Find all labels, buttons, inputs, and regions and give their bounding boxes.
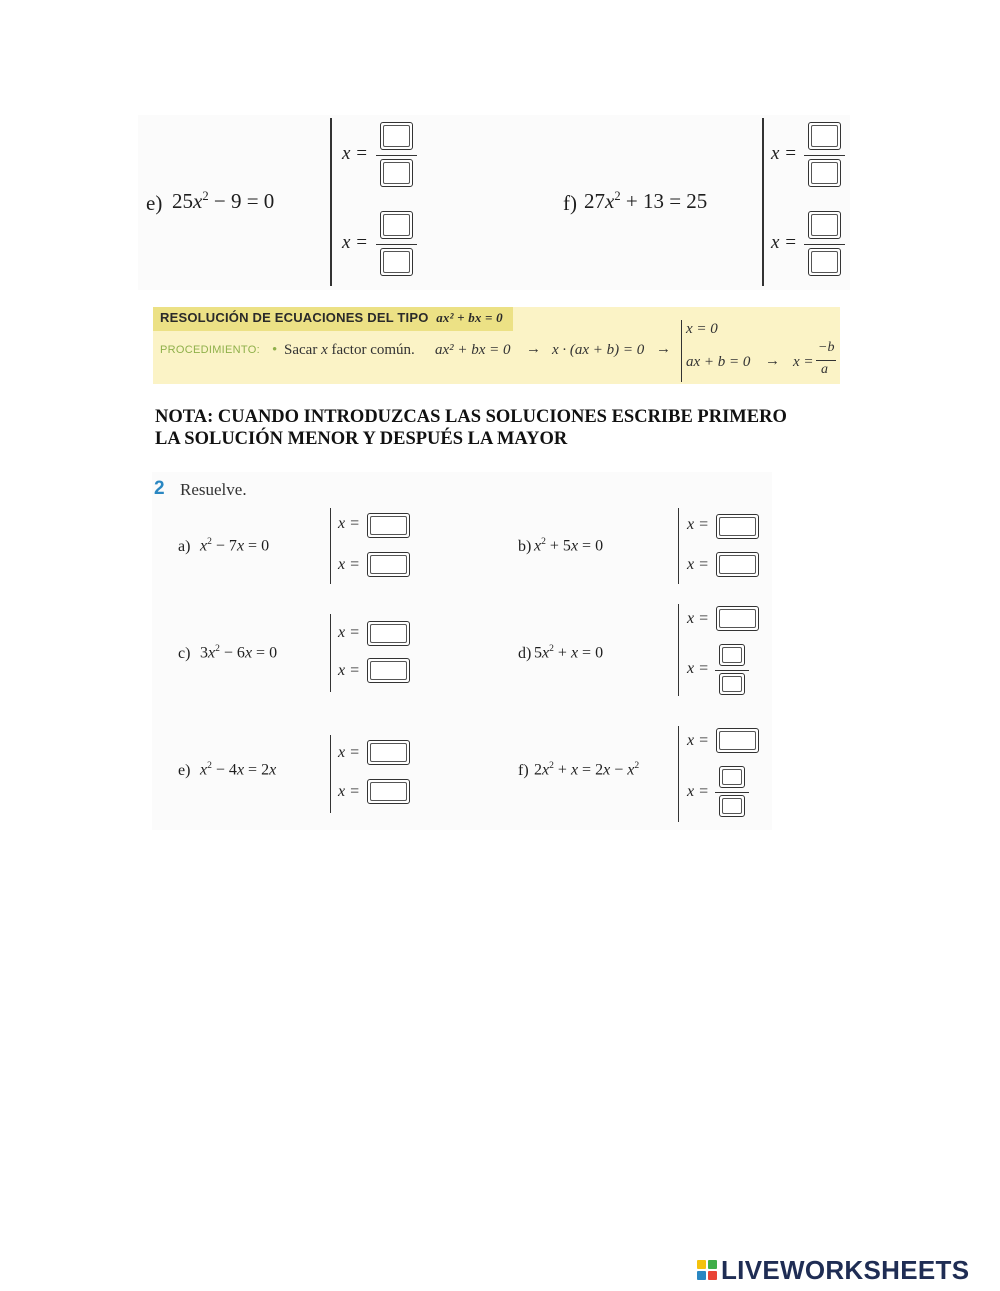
exercise-c-equation: $3x^2 - 6x = 0$: [200, 643, 278, 662]
exercise-b-brace: [678, 508, 679, 584]
exercise-e2-brace: [330, 735, 331, 813]
exercise-e2-equation: $x^2 - 4x = 2x$: [200, 760, 277, 779]
exercise-b-label: b): [518, 538, 532, 555]
exercise-f-x-label-1: x =: [771, 143, 798, 164]
exercise-e-brace: [330, 118, 332, 286]
exercise-f2-x-label-2: x =: [687, 783, 709, 800]
exercise-f-answer-1-numerator[interactable]: [808, 122, 841, 150]
exercise-f2-fraction-line: [715, 792, 749, 793]
exercise-d-x-label-2: x =: [687, 660, 709, 677]
method-brace: [681, 320, 682, 382]
method-bullet: •: [272, 342, 278, 358]
exercise-a-equation: $x^2 - 7x = 0$: [200, 536, 270, 555]
exercise-c-brace: [330, 614, 331, 692]
exercise-a-answer-1[interactable]: [367, 513, 410, 538]
exercise-f-answer-2-numerator[interactable]: [808, 211, 841, 239]
exercise-d-answer-1[interactable]: [716, 606, 759, 631]
note-text: [155, 406, 787, 450]
liveworksheets-logo: [697, 1255, 969, 1285]
exercise-a-label: a): [178, 538, 191, 555]
exercise-f2-equation: $2x^2 + x = 2x - x^2$: [534, 760, 640, 779]
note-line-2: LA SOLUCIÓN MENOR Y DESPUÉS LA MAYOR: [155, 429, 568, 449]
exercise-f-answer-2-denominator[interactable]: [808, 248, 841, 276]
section-number: 2: [154, 478, 165, 499]
exercise-e-fraction-line-2: [376, 244, 417, 245]
exercise-d-fraction-line: [715, 670, 749, 671]
exercise-b-answer-2[interactable]: [716, 552, 759, 577]
exercise-c-answer-1[interactable]: [367, 621, 410, 646]
exercise-e-x-label-1: x =: [342, 143, 369, 164]
exercise-c-x-label-1: x =: [338, 624, 360, 641]
method-result-fraction-line: [816, 360, 836, 361]
exercise-a-brace: [330, 508, 331, 584]
exercise-e2-x-label-1: x =: [338, 744, 360, 761]
exercise-f2-answer-2-denominator[interactable]: [719, 795, 745, 817]
exercise-d-label: d): [518, 645, 532, 662]
method-step-equation-2: x · (ax + b) = 0: [552, 342, 645, 358]
exercise-a-answer-2[interactable]: [367, 552, 410, 577]
exercise-b-answer-1[interactable]: [716, 514, 759, 539]
exercise-f2-x-label-1: x =: [687, 732, 709, 749]
logo-text: LIVEWORKSHEETS: [721, 1254, 970, 1285]
exercise-f-label: f): [563, 191, 577, 215]
method-step-text: Sacar x factor común.: [284, 342, 415, 358]
exercise-e-answer-2-numerator[interactable]: [380, 211, 413, 239]
method-box-title: RESOLUCIÓN DE ECUACIONES DEL TIPO ax² + bx = 0: [160, 310, 503, 325]
method-arrow-3: →: [765, 353, 780, 369]
exercise-e2-answer-1[interactable]: [367, 740, 410, 765]
note-line-1: NOTA: CUANDO INTRODUZCAS LAS SOLUCIONES ESCRIBE PRIMERO: [155, 407, 787, 427]
exercise-f2-brace: [678, 726, 679, 822]
logo-mark-icon: [697, 1260, 717, 1280]
exercise-e-fraction-line-1: [376, 155, 417, 156]
method-case-2: ax + b = 0: [686, 354, 751, 370]
exercise-f-fraction-line-2: [804, 244, 845, 245]
exercise-f-brace: [762, 118, 764, 286]
exercise-b-equation: $x^2 + 5x = 0$: [534, 536, 604, 555]
exercise-f-fraction-line-1: [804, 155, 845, 156]
exercise-e2-answer-2[interactable]: [367, 779, 410, 804]
exercise-d-equation: $5x^2 + x = 0$: [534, 643, 604, 662]
exercise-c-x-label-2: x =: [338, 662, 360, 679]
exercise-b-x-label-1: x =: [687, 516, 709, 533]
method-arrow-2: →: [656, 341, 671, 357]
exercise-e2-label: e): [178, 762, 191, 779]
exercise-b-x-label-2: x =: [687, 556, 709, 573]
exercise-e-x-label-2: x =: [342, 232, 369, 253]
method-arrow-1: →: [526, 341, 541, 357]
exercise-f-equation: $27x^2 + 13 = 25$: [584, 189, 708, 213]
exercise-d-answer-2-denominator[interactable]: [719, 673, 745, 695]
method-result-numerator: −b: [818, 340, 835, 355]
exercise-e-answer-1-numerator[interactable]: [380, 122, 413, 150]
exercise-f2-answer-1[interactable]: [716, 728, 759, 753]
exercise-d-x-label-1: x =: [687, 610, 709, 627]
exercise-c-label: c): [178, 645, 191, 662]
exercise-e-label: e): [146, 191, 163, 215]
exercise-f2-label: f): [518, 762, 529, 779]
exercise-e2-x-label-2: x =: [338, 783, 360, 800]
exercise-c-answer-2[interactable]: [367, 658, 410, 683]
exercise-e-answer-1-denominator[interactable]: [380, 159, 413, 187]
method-step-equation-1: ax² + bx = 0: [435, 342, 511, 358]
exercise-a-x-label-1: x =: [338, 515, 360, 532]
exercise-f2-answer-2-numerator[interactable]: [719, 766, 745, 788]
exercise-d-answer-2-numerator[interactable]: [719, 644, 745, 666]
exercise-d-brace: [678, 604, 679, 696]
exercise-f-x-label-2: x =: [771, 232, 798, 253]
exercise-a-x-label-2: x =: [338, 556, 360, 573]
method-case-1: x = 0: [686, 321, 718, 337]
method-result-lhs: x =: [793, 354, 814, 370]
method-result-denominator: a: [821, 362, 828, 377]
exercise-f-answer-1-denominator[interactable]: [808, 159, 841, 187]
exercise-e-equation: $25x^2 - 9 = 0$: [172, 189, 275, 213]
section-title: Resuelve.: [180, 480, 247, 499]
exercise-e-answer-2-denominator[interactable]: [380, 248, 413, 276]
method-procedure-label: PROCEDIMIENTO:: [160, 344, 260, 356]
